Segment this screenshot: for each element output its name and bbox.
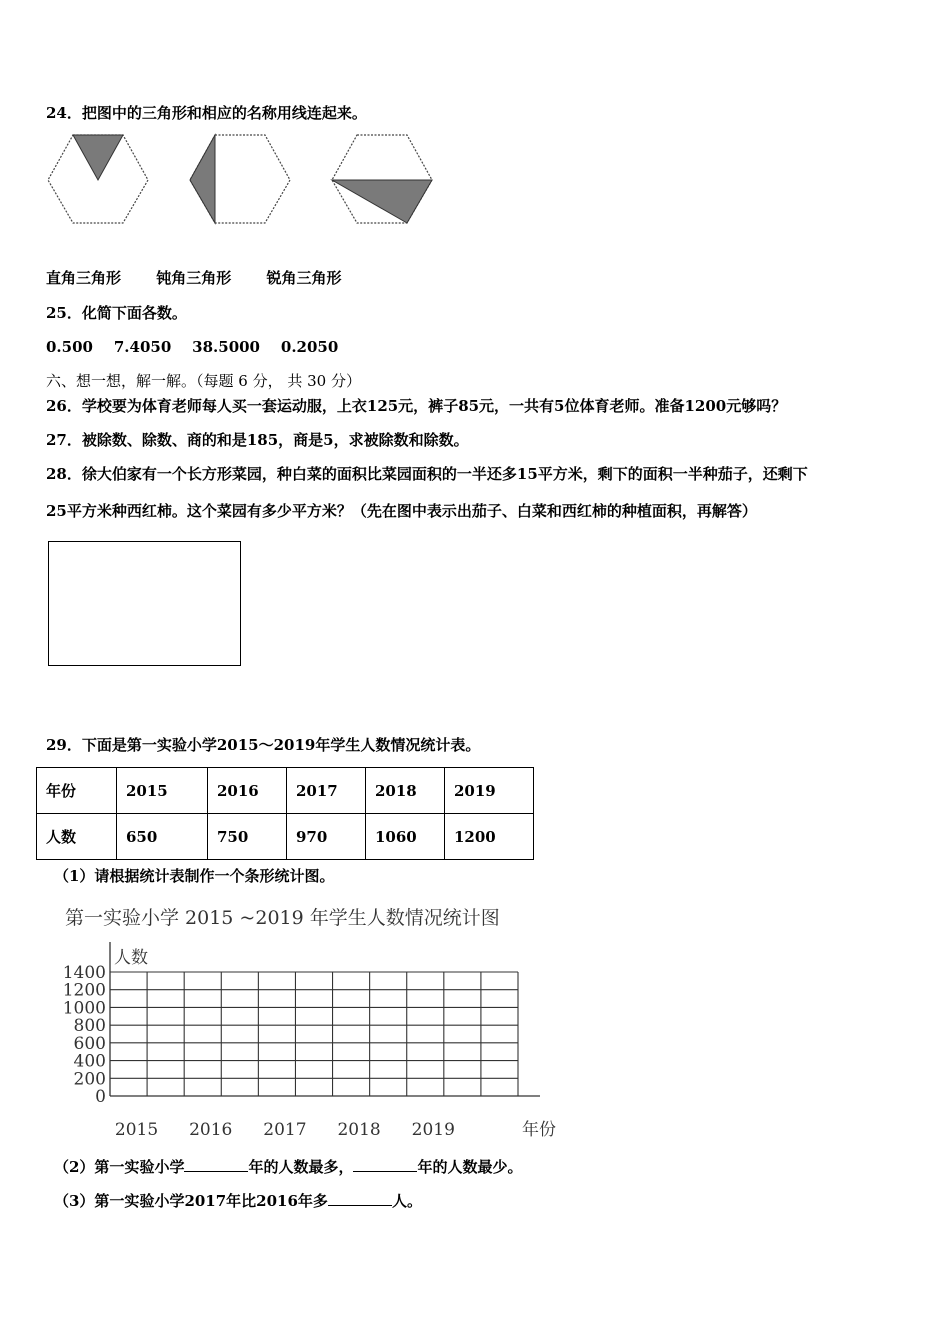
answer-blank-difference[interactable] (328, 1191, 392, 1206)
table-cell: 970 (287, 814, 366, 860)
table-row (37, 768, 534, 814)
q29-part3-a: （3）第一实验小学2017年比2016年多 (54, 1192, 328, 1210)
table-cell: 2015 (117, 768, 208, 814)
y-tick-label: 600 (73, 1033, 106, 1054)
q26-text: 26．学校要为体育老师每人买一套运动服，上衣125元，裤子85元，一共有5位体育老师。准备1200元够吗？ (46, 397, 787, 415)
table-cell: 2018 (366, 768, 445, 814)
x-axis-label: 年份 (522, 1120, 556, 1140)
q29-part2-a: （2）第一实验小学 (54, 1158, 185, 1176)
table-cell: 650 (117, 814, 208, 860)
q25-text: 25．化简下面各数。 (46, 304, 187, 322)
q27-text: 27．被除数、除数、商的和是185，商是5，求被除数和除数。 (46, 431, 469, 449)
y-axis-label: 人数 (114, 948, 148, 968)
table-cell: 2017 (287, 768, 366, 814)
q29-part3 (54, 1191, 422, 1211)
y-tick-label: 1000 (62, 998, 106, 1019)
name-right-triangle[interactable]: 直角三角形 (46, 269, 122, 287)
table-cell: 750 (208, 814, 287, 860)
y-tick-label: 200 (73, 1069, 106, 1090)
q29-part2 (54, 1157, 522, 1177)
x-tick-label: 2019 (411, 1120, 455, 1140)
student-count-table (36, 767, 534, 860)
table-cell: 年份 (37, 768, 117, 814)
chart-title: 第一实验小学 2015 ~2019 年学生人数情况统计图 (65, 907, 500, 929)
table-cell: 2019 (445, 768, 534, 814)
name-obtuse-triangle[interactable]: 钝角三角形 (156, 269, 232, 287)
x-tick-label: 2016 (189, 1120, 233, 1140)
table-cell: 人数 (37, 814, 117, 860)
hexagon-2 (190, 135, 290, 223)
x-tick-label: 2015 (114, 1120, 159, 1140)
y-tick-label: 400 (73, 1051, 106, 1072)
q28-line2: 25平方米种西红柿。这个菜园有多少平方米？（先在图中表示出茄子、白菜和西红柿的种植面积，再解答） (46, 502, 757, 520)
q25-numbers: 0.500 7.4050 38.5000 0.2050 (46, 338, 339, 356)
y-tick-label: 800 (73, 1016, 106, 1037)
answer-blank-most[interactable] (184, 1157, 248, 1172)
name-acute-triangle[interactable]: 锐角三角形 (266, 269, 342, 287)
garden-rectangle[interactable] (48, 541, 241, 666)
q29-part2-b: 年的人数最多， (248, 1158, 354, 1176)
y-tick-label: 0 (95, 1087, 106, 1107)
hexagon-1 (48, 135, 148, 223)
table-row (37, 814, 534, 860)
hexagon-3 (332, 135, 432, 223)
x-tick-label: 2018 (337, 1120, 381, 1140)
q24-text: 24．把图中的三角形和相应的名称用线连起来。 (46, 104, 367, 122)
q29-part2-c: 年的人数最少。 (417, 1158, 523, 1176)
q29-part3-b: 人。 (391, 1192, 422, 1210)
table-cell: 2016 (208, 768, 287, 814)
table-cell: 1060 (366, 814, 445, 860)
q28-line1: 28．徐大伯家有一个长方形菜园，种白菜的面积比菜园面积的一半还多15平方米，剩下的面积一半种茄子，还剩下 (46, 465, 808, 483)
q29-text: 29．下面是第一实验小学2015～2019年学生人数情况统计表。 (46, 736, 481, 754)
answer-blank-least[interactable] (353, 1157, 417, 1172)
section-6-heading: 六、想一想，解一解。（每题 6 分， 共 30 分） (46, 372, 361, 390)
table-cell: 1200 (445, 814, 534, 860)
x-tick-label: 2017 (263, 1120, 307, 1140)
y-tick-label: 1400 (62, 963, 106, 983)
q29-part1: （1）请根据统计表制作一个条形统计图。 (54, 867, 335, 885)
hexagon-figures (40, 130, 460, 230)
triangle-names (46, 268, 372, 288)
bar-chart-grid[interactable] (50, 900, 556, 1145)
y-tick-label: 1200 (62, 980, 106, 1001)
